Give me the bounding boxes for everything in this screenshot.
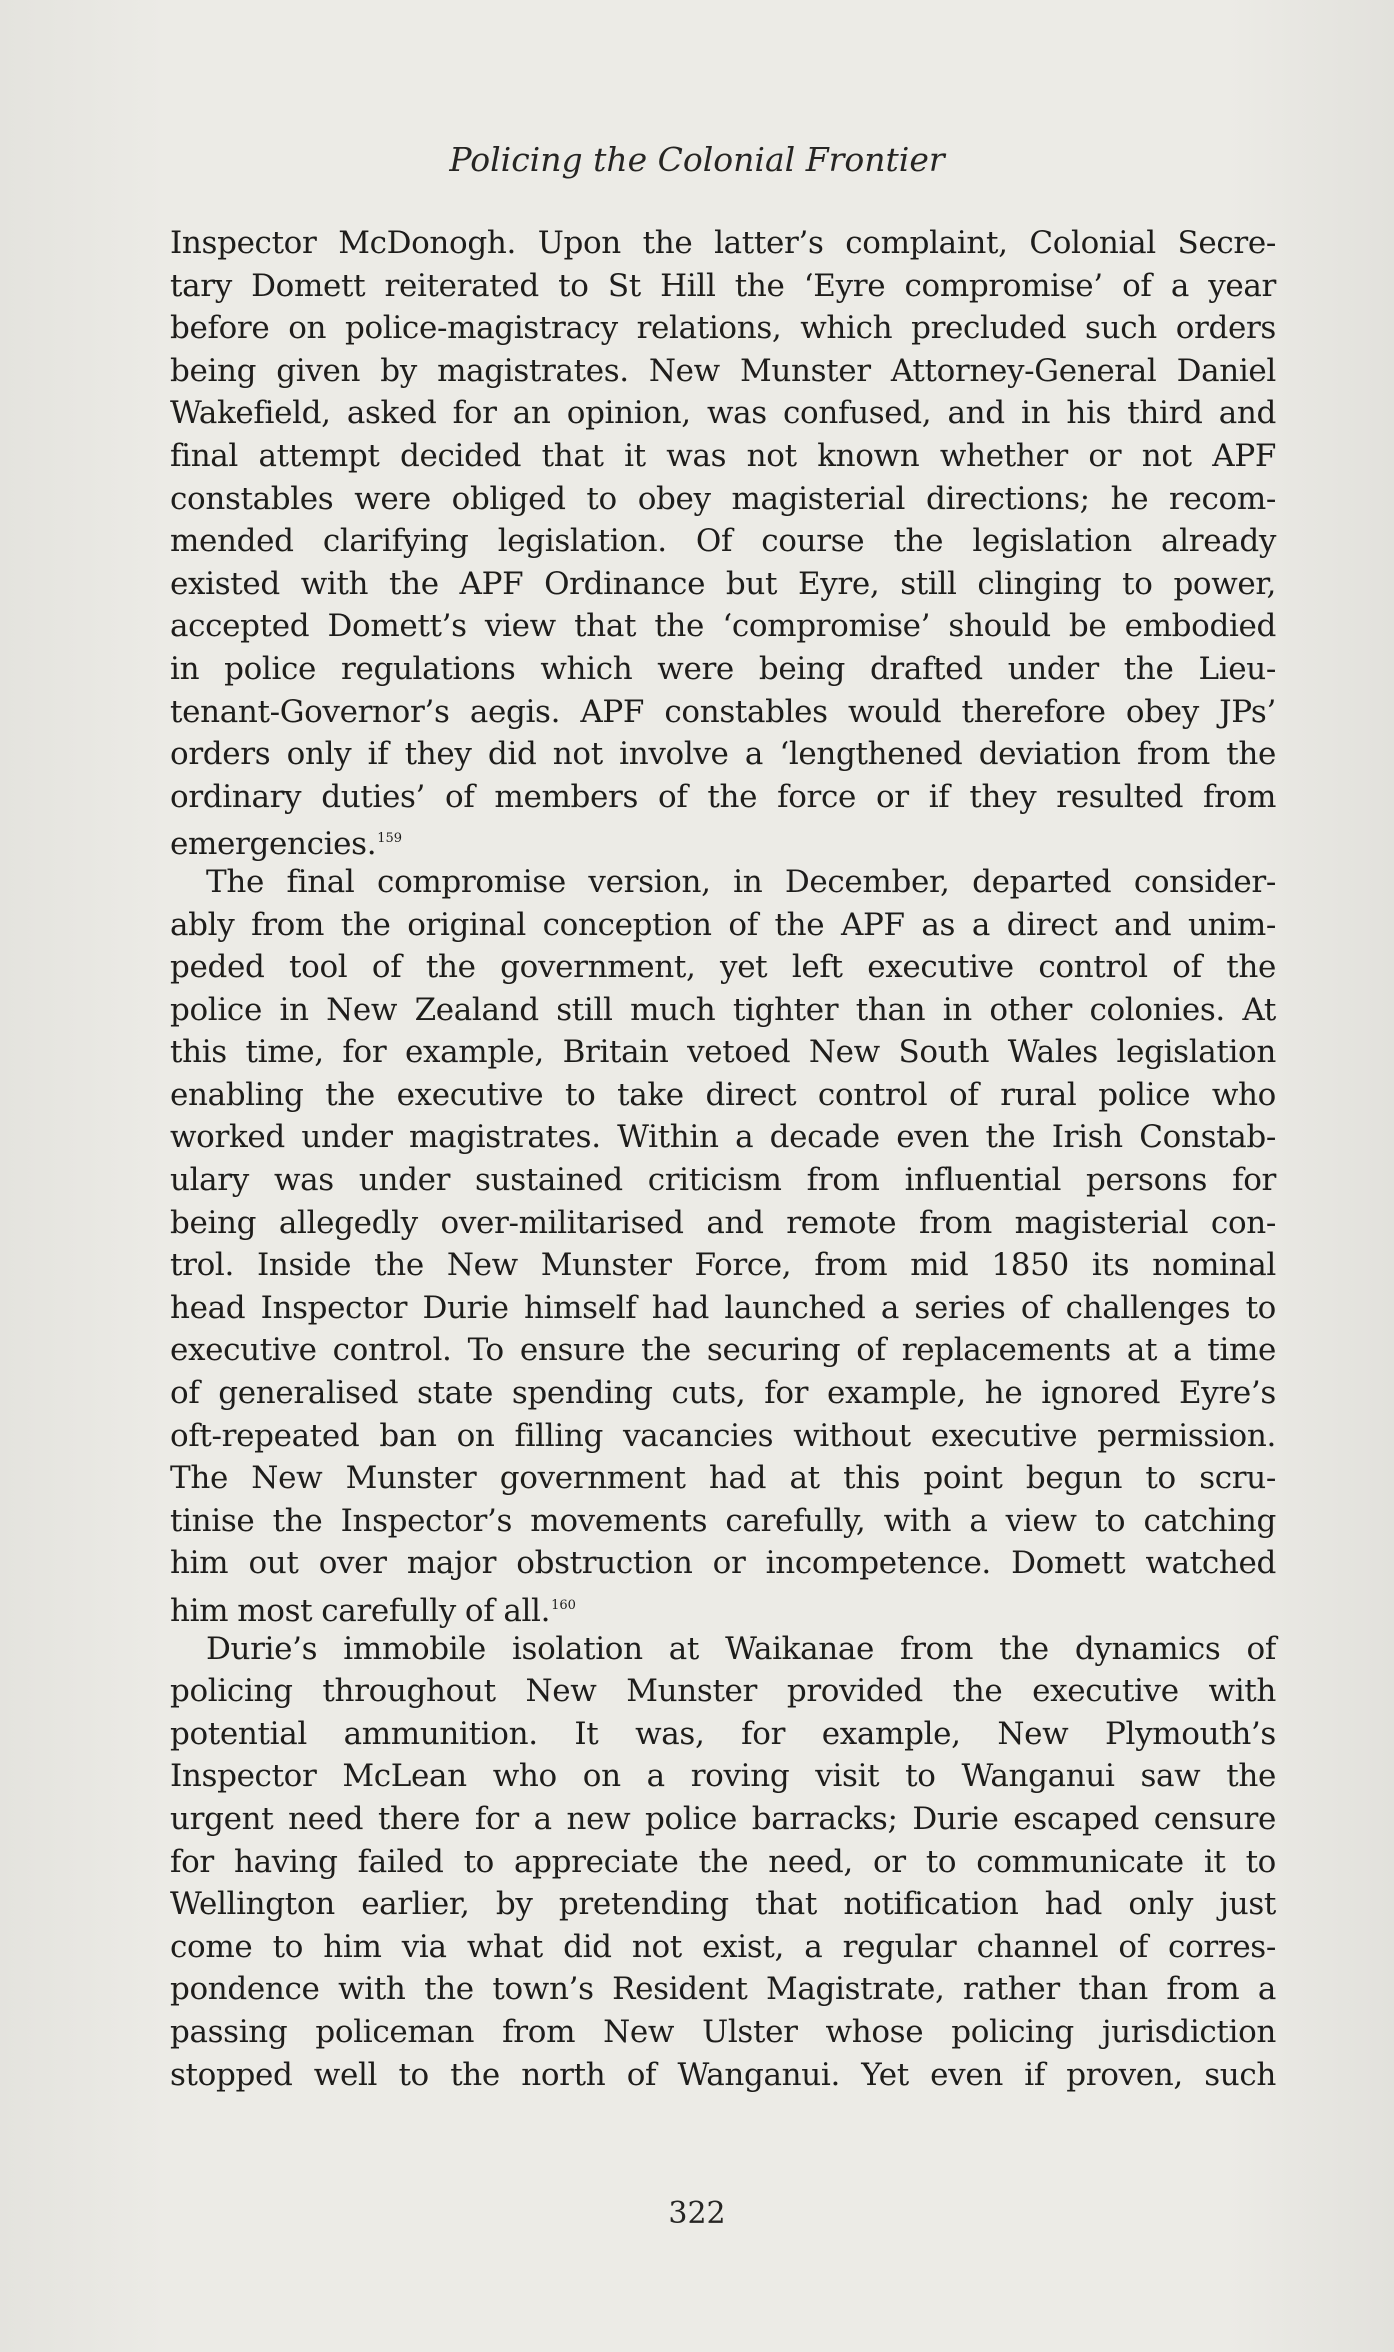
body-text <box>170 222 1276 2096</box>
text-line: Inspector McDonogh. Upon the latter’s complaint, Colonial Secre- <box>170 225 1276 261</box>
text-line: this time, for example, Britain vetoed New South Wales legislation <box>170 1034 1276 1071</box>
text-line: enabling the executive to take direct control of rural police who <box>170 1076 1276 1113</box>
text-line: executive control. To ensure the securing of replacements at a time <box>170 1332 1276 1369</box>
text-line: head Inspector Durie himself had launched a series of challenges to <box>170 1289 1276 1326</box>
line-text: him most carefully of all. <box>170 1593 551 1629</box>
text-line: pondence with the town’s Resident Magistrate, rather than from a <box>170 1971 1276 2008</box>
text-line: ably from the original conception of the APF as a direct and unim- <box>170 906 1276 943</box>
page-number: 322 <box>668 2196 726 2231</box>
footnote-marker: 159 <box>377 831 403 847</box>
text-line: Wakefield, asked for an opinion, was confused, and in his third and <box>170 395 1276 432</box>
text-line: for having failed to appreciate the need, or to communicate it to <box>170 1843 1276 1880</box>
text-line: ordinary duties’ of members of the force or if they resulted from <box>170 778 1276 815</box>
text-line: him out over major obstruction or incompetence. Domett watched <box>170 1545 1276 1582</box>
text-line: Wellington earlier, by pretending that notification had only just <box>170 1886 1276 1923</box>
text-line: before on police-magistracy relations, which precluded such orders <box>170 310 1276 347</box>
text-line: peded tool of the government, yet left executive control of the <box>170 949 1276 986</box>
text-line: orders only if they did not involve a ‘lengthened deviation from the <box>170 736 1276 773</box>
text-line: The final compromise version, in December, departed consider- <box>206 863 1276 900</box>
text-line <box>170 1585 1276 1628</box>
text-line: trol. Inside the New Munster Force, from mid 1850 its nominal <box>170 1247 1276 1284</box>
text-line: Inspector McLean who on a roving visit to Wanganui saw the <box>170 1758 1276 1795</box>
text-line: in police regulations which were being drafted under the Lieu- <box>170 650 1276 687</box>
text-line: being given by magistrates. New Munster Attorney-General Daniel <box>170 352 1276 389</box>
footnote-marker: 160 <box>551 1598 576 1613</box>
text-line: worked under magistrates. Within a decade even the Irish Constab- <box>170 1119 1276 1156</box>
text-line: being allegedly over-militarised and remote from magisterial con- <box>170 1204 1276 1241</box>
text-line: policing throughout New Munster provided the executive with <box>170 1673 1276 1710</box>
text-line: accepted Domett’s view that the ‘compromise’ should be embodied <box>170 608 1276 645</box>
text-line <box>170 818 1276 861</box>
text-line: Durie’s immobile isolation at Waikanae from the dynamics of <box>206 1630 1276 1667</box>
paragraph <box>170 861 1276 1628</box>
text-line: stopped well to the north of Wanganui. Yet even if proven, such <box>170 2056 1276 2093</box>
text-line: tinise the Inspector’s movements carefully, with a view to catching <box>170 1502 1276 1539</box>
running-head: Policing the Colonial Frontier <box>449 140 945 179</box>
text-line: mended clarifying legislation. Of course the legislation already <box>170 523 1276 560</box>
text-line: ulary was under sustained criticism from influential persons for <box>170 1162 1276 1199</box>
paragraph <box>170 1628 1276 2097</box>
line-text: emergencies. <box>170 826 377 863</box>
text-line: tary Domett reiterated to St Hill the ‘Eyre compromise’ of a year <box>170 267 1276 304</box>
text-line: final attempt decided that it was not known whether or not APF <box>170 437 1276 474</box>
text-line: potential ammunition. It was, for example, New Plymouth’s <box>170 1715 1276 1752</box>
text-line: of generalised state spending cuts, for example, he ignored Eyre’s <box>170 1375 1276 1412</box>
text-line: existed with the APF Ordinance but Eyre, still clinging to power, <box>170 565 1276 602</box>
text-line: police in New Zealand still much tighter than in other colonies. At <box>170 991 1276 1028</box>
text-line: The New Munster government had at this point begun to scru- <box>170 1460 1276 1497</box>
paragraph <box>170 222 1276 861</box>
text-line: passing policeman from New Ulster whose policing jurisdiction <box>170 2013 1276 2050</box>
text-line: urgent need there for a new police barracks; Durie escaped censure <box>170 1800 1276 1837</box>
text-line: constables were obliged to obey magisterial directions; he recom- <box>170 480 1276 517</box>
text-line: tenant-Governor’s aegis. APF constables would therefore obey JPs’ <box>170 693 1276 730</box>
text-line: oft-repeated ban on filling vacancies without executive permission. <box>170 1417 1276 1454</box>
text-line: come to him via what did not exist, a regular channel of corres- <box>170 1928 1276 1965</box>
